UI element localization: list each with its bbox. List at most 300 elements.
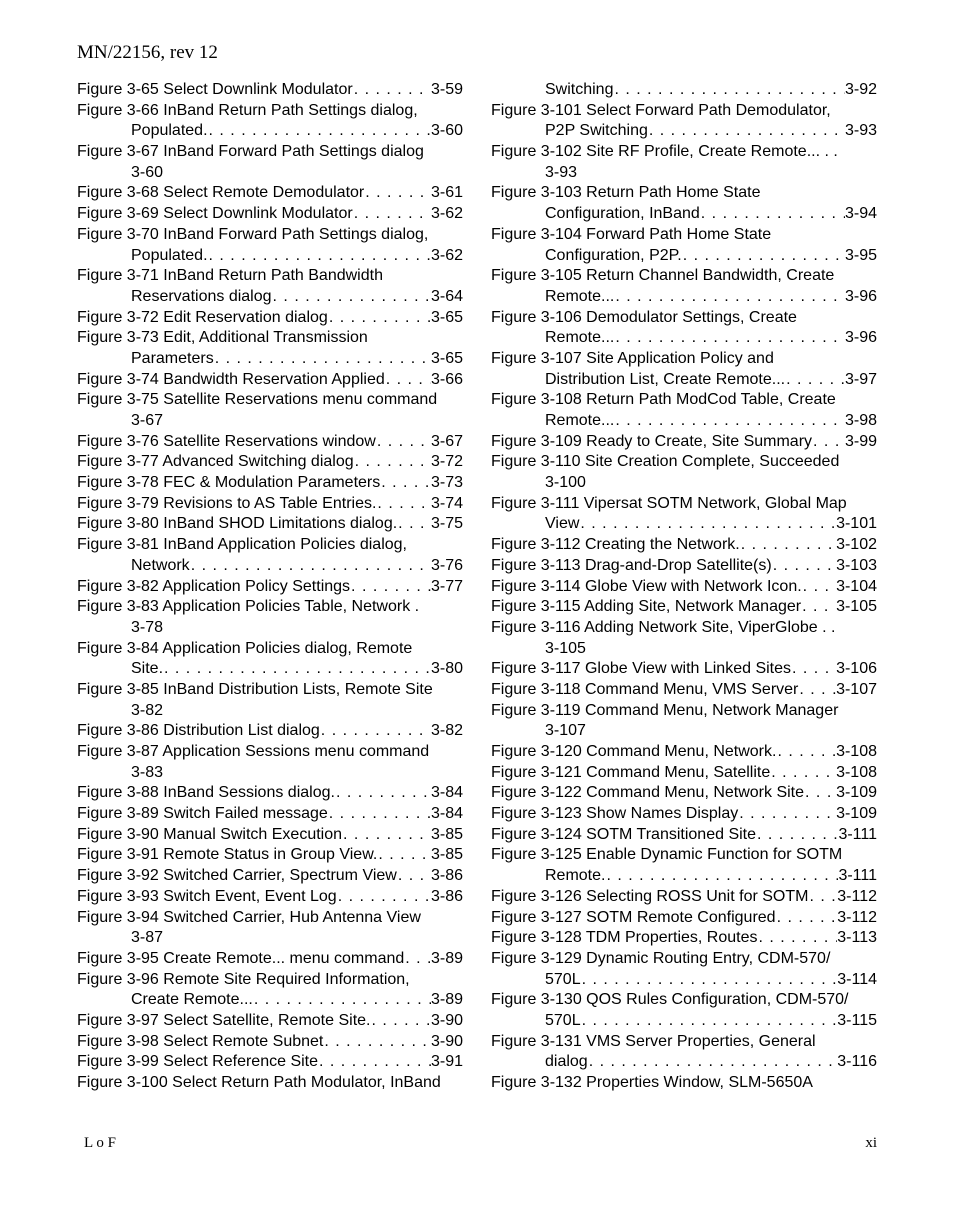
figure-entry-line bbox=[491, 452, 877, 473]
figure-page-ref: 3-101 bbox=[836, 515, 877, 533]
figure-entry-line bbox=[491, 183, 877, 204]
figure-entry-line bbox=[77, 928, 463, 949]
figure-entry-line bbox=[77, 183, 463, 204]
figure-entry-line bbox=[491, 494, 877, 515]
figure-entry-text: Remote... bbox=[545, 287, 615, 305]
figure-entry-text: Populated. bbox=[131, 246, 208, 264]
dot-leader bbox=[801, 597, 836, 618]
figure-entry-line bbox=[491, 1011, 877, 1032]
figure-entry-text: Figure 3-115 Adding Site, Network Manager bbox=[491, 598, 802, 616]
dot-leader bbox=[320, 721, 431, 742]
figure-entry-text: Figure 3-79 Revisions to AS Table Entries. bbox=[77, 494, 377, 512]
figure-entry-text: Figure 3-90 Manual Switch Execution bbox=[77, 825, 343, 843]
figure-entry-text: Figure 3-120 Command Menu, Network. bbox=[491, 743, 777, 760]
figure-entry-text: 570L bbox=[545, 970, 581, 988]
footer-section-label: L o F bbox=[84, 1135, 116, 1151]
document-id-header: MN/22156, rev 12 bbox=[77, 42, 218, 63]
figure-page-ref: 3-67 bbox=[430, 432, 463, 450]
dot-leader bbox=[776, 908, 838, 929]
figure-page-ref: 3-96 bbox=[844, 329, 877, 347]
figure-entry-line bbox=[491, 1032, 877, 1053]
figure-entry-line bbox=[491, 411, 877, 432]
figure-page-ref: 3-95 bbox=[844, 246, 877, 264]
figure-entry-text: Figure 3-82 Application Policy Settings bbox=[77, 577, 351, 595]
figure-entry-line bbox=[491, 680, 877, 701]
figure-entry-line bbox=[491, 473, 877, 494]
figure-entry-text: Figure 3-65 Select Downlink Modulator bbox=[77, 81, 353, 98]
figure-entry-text: Figure 3-109 Ready to Create, Site Summary bbox=[491, 432, 813, 450]
figure-entry-text: Remote... bbox=[545, 329, 615, 347]
figure-page-ref: 3-85 bbox=[430, 846, 463, 864]
figure-page-ref: 3-99 bbox=[844, 432, 877, 450]
dot-leader bbox=[614, 328, 845, 349]
figure-page-ref: 3-92 bbox=[844, 81, 877, 98]
dot-leader bbox=[791, 659, 836, 680]
figure-entry-text: 3-60 bbox=[131, 163, 164, 181]
dot-leader bbox=[328, 804, 431, 825]
figure-page-ref: 3-89 bbox=[430, 949, 463, 967]
figure-page-ref: 3-113 bbox=[837, 929, 877, 947]
figure-entry-text: Figure 3-92 Switched Carrier, Spectrum View bbox=[77, 867, 397, 885]
figure-entry-text: Figure 3-111 Vipersat SOTM Network, Global Map bbox=[491, 494, 847, 512]
dot-leader bbox=[376, 494, 431, 515]
dot-leader bbox=[364, 183, 431, 204]
figure-entry-text: Figure 3-114 Globe View with Network Icon. bbox=[491, 577, 802, 595]
dot-leader bbox=[385, 370, 431, 391]
figure-entry-text: dialog bbox=[545, 1053, 588, 1071]
figure-entry-text: Figure 3-89 Switch Failed message bbox=[77, 805, 328, 823]
figure-entry-line bbox=[77, 618, 463, 639]
figure-entry-line bbox=[77, 370, 463, 391]
figure-entry-text: 570L bbox=[545, 1011, 581, 1029]
dot-leader bbox=[253, 990, 431, 1011]
figure-entry-text: Figure 3-67 InBand Forward Path Settings dialog bbox=[77, 143, 424, 161]
figure-entry-text: Figure 3-124 SOTM Transitioned Site bbox=[491, 825, 757, 843]
figure-entry-line bbox=[491, 845, 877, 866]
figure-entry-text: 3-107 bbox=[545, 722, 586, 740]
figure-page-ref: 3-86 bbox=[430, 887, 463, 905]
figure-entry-line bbox=[491, 639, 877, 660]
figure-entry-text: Figure 3-117 Globe View with Linked Sites bbox=[491, 660, 792, 678]
figure-entry-text: Figure 3-128 TDM Properties, Routes bbox=[491, 929, 758, 947]
dot-leader bbox=[404, 949, 431, 970]
dot-leader bbox=[272, 287, 431, 308]
figure-page-ref: 3-77 bbox=[430, 577, 463, 595]
figure-page-ref: 3-102 bbox=[836, 536, 877, 554]
figure-entry-text: Figure 3-86 Distribution List dialog bbox=[77, 722, 320, 740]
figure-page-ref: 3-84 bbox=[430, 784, 463, 802]
figure-entry-text: Distribution List, Create Remote... bbox=[545, 370, 786, 388]
figure-page-ref: 3-116 bbox=[837, 1053, 877, 1071]
dot-leader bbox=[648, 121, 845, 142]
dot-leader bbox=[214, 349, 431, 370]
figure-entry-text: Figure 3-110 Site Creation Complete, Succeeded bbox=[491, 453, 840, 471]
figure-entry-line bbox=[77, 701, 463, 722]
figure-page-ref: 3-111 bbox=[838, 825, 877, 843]
figure-entry-text: Figure 3-91 Remote Status in Group View. bbox=[77, 846, 378, 864]
figure-page-ref: 3-90 bbox=[430, 1032, 463, 1050]
figure-entry-line bbox=[491, 949, 877, 970]
figure-entry-text: 3-105 bbox=[545, 639, 586, 657]
figure-entry-line bbox=[77, 328, 463, 349]
figure-entry-line bbox=[77, 225, 463, 246]
figure-entry-line bbox=[491, 390, 877, 411]
figure-page-ref: 3-108 bbox=[836, 763, 877, 781]
figure-entry-text: Figure 3-83 Application Policies Table, Network . bbox=[77, 598, 420, 616]
figure-entry-line bbox=[491, 825, 877, 846]
figure-entry-line bbox=[77, 163, 463, 184]
figure-entry-line bbox=[491, 328, 877, 349]
figure-entry-text: Figure 3-102 Site RF Profile, Create Remote... . . bbox=[491, 143, 838, 161]
dot-leader bbox=[808, 887, 837, 908]
figure-entry-line bbox=[77, 659, 463, 680]
figure-entry-line bbox=[77, 514, 463, 535]
dot-leader bbox=[353, 204, 431, 225]
figure-entry-line bbox=[491, 1073, 877, 1094]
figure-page-ref: 3-112 bbox=[837, 908, 877, 926]
figure-entry-text: Figure 3-122 Command Menu, Network Site bbox=[491, 784, 805, 802]
figure-page-ref: 3-59 bbox=[430, 81, 463, 98]
dot-leader bbox=[738, 804, 836, 825]
figure-entry-text: Figure 3-70 InBand Forward Path Settings dialog, bbox=[77, 225, 429, 243]
figure-page-ref: 3-76 bbox=[430, 556, 463, 574]
dot-leader bbox=[380, 473, 431, 494]
figure-entry-text: Figure 3-108 Return Path ModCod Table, Create bbox=[491, 391, 836, 409]
figure-entry-line bbox=[491, 287, 877, 308]
figure-entry-text: P2P Switching bbox=[545, 122, 648, 140]
figure-page-ref: 3-91 bbox=[430, 1053, 463, 1071]
dot-leader bbox=[614, 411, 845, 432]
dot-leader bbox=[581, 970, 838, 991]
figure-page-ref: 3-108 bbox=[836, 743, 877, 760]
figure-entry-text: Figure 3-123 Show Names Display bbox=[491, 805, 739, 823]
figure-entry-line bbox=[77, 204, 463, 225]
figure-entry-text: 3-100 bbox=[545, 474, 586, 492]
figure-entry-text: Configuration, P2P. bbox=[545, 246, 682, 264]
figure-entry-text: Figure 3-119 Command Menu, Network Manager bbox=[491, 701, 839, 719]
figure-page-ref: 3-115 bbox=[837, 1011, 877, 1029]
figure-entry-line bbox=[491, 349, 877, 370]
figure-entry-text: Figure 3-88 InBand Sessions dialog. bbox=[77, 784, 335, 802]
figure-page-ref: 3-62 bbox=[430, 205, 463, 223]
figure-entry-line bbox=[491, 142, 877, 163]
figure-entry-line bbox=[77, 121, 463, 142]
dot-leader bbox=[335, 783, 431, 804]
dot-leader bbox=[342, 825, 431, 846]
figure-page-ref: 3-65 bbox=[430, 308, 463, 326]
figure-entry-line bbox=[491, 1052, 877, 1073]
figure-entry-text: 3-93 bbox=[545, 163, 578, 181]
figure-entry-line bbox=[77, 783, 463, 804]
figure-entry-line bbox=[77, 597, 463, 618]
footer-page-number: xi bbox=[865, 1135, 877, 1151]
dot-leader bbox=[614, 287, 845, 308]
figure-entry-line bbox=[77, 287, 463, 308]
figure-page-ref: 3-90 bbox=[430, 1011, 463, 1029]
figure-entry-text: Figure 3-112 Creating the Network. bbox=[491, 536, 740, 554]
dot-leader bbox=[190, 556, 431, 577]
dot-leader bbox=[328, 308, 431, 329]
figure-entry-line bbox=[491, 432, 877, 453]
figure-entry-line bbox=[77, 970, 463, 991]
dot-leader bbox=[812, 432, 845, 453]
figure-page-ref: 3-84 bbox=[430, 805, 463, 823]
figure-entry-text: Site. bbox=[131, 660, 164, 678]
figure-entry-text: Figure 3-95 Create Remote... menu command bbox=[77, 949, 405, 967]
figure-entry-line bbox=[77, 1052, 463, 1073]
figure-entry-line bbox=[491, 535, 877, 556]
figure-page-ref: 3-82 bbox=[430, 722, 463, 740]
dot-leader bbox=[798, 680, 836, 701]
dot-leader bbox=[376, 432, 431, 453]
dot-leader bbox=[802, 577, 836, 598]
figure-page-ref: 3-65 bbox=[430, 349, 463, 367]
figure-entry-text: Figure 3-71 InBand Return Path Bandwidth bbox=[77, 267, 383, 285]
figure-page-ref: 3-94 bbox=[844, 205, 877, 223]
figure-entry-line bbox=[77, 101, 463, 122]
figure-page-ref: 3-98 bbox=[844, 412, 877, 429]
figure-entry-text: Configuration, InBand bbox=[545, 205, 700, 223]
dot-leader bbox=[208, 121, 431, 142]
figure-entry-line bbox=[77, 577, 463, 598]
figure-entry-line bbox=[491, 701, 877, 722]
figure-entry-line bbox=[77, 349, 463, 370]
figure-entry-text: Network bbox=[131, 556, 190, 574]
dot-leader bbox=[740, 535, 836, 556]
figure-entry-line bbox=[491, 928, 877, 949]
dot-leader bbox=[700, 204, 845, 225]
figure-entry-line bbox=[491, 908, 877, 929]
figure-list-left-column bbox=[77, 80, 463, 1094]
figure-entry-text: Figure 3-106 Demodulator Settings, Create bbox=[491, 308, 797, 326]
figure-entry-text: 3-83 bbox=[131, 763, 164, 781]
figure-entry-text: Reservations dialog bbox=[131, 287, 272, 305]
figure-entry-line bbox=[77, 535, 463, 556]
dot-leader bbox=[337, 887, 431, 908]
figure-entry-line bbox=[77, 742, 463, 763]
dot-leader bbox=[208, 246, 431, 267]
figure-entry-line bbox=[77, 308, 463, 329]
figure-page-ref: 3-111 bbox=[838, 867, 877, 885]
dot-leader bbox=[772, 556, 836, 577]
figure-entry-text: Figure 3-68 Select Remote Demodulator bbox=[77, 184, 365, 202]
figure-entry-text: View bbox=[545, 515, 580, 533]
figure-entry-text: 3-67 bbox=[131, 412, 164, 429]
figure-entry-line bbox=[491, 742, 877, 763]
figure-page-ref: 3-60 bbox=[430, 122, 463, 140]
figure-entry-line bbox=[491, 866, 877, 887]
figure-entry-text: Switching bbox=[545, 81, 614, 98]
figure-page-ref: 3-72 bbox=[430, 453, 463, 471]
dot-leader bbox=[581, 1011, 838, 1032]
figure-entry-text: Figure 3-77 Advanced Switching dialog bbox=[77, 453, 354, 471]
figure-entry-text: Figure 3-101 Select Forward Path Demodulator, bbox=[491, 101, 831, 119]
figure-entry-line bbox=[491, 163, 877, 184]
figure-entry-text: Figure 3-94 Switched Carrier, Hub Antenna View bbox=[77, 908, 421, 926]
dot-leader bbox=[323, 1032, 431, 1053]
figure-entry-line bbox=[491, 887, 877, 908]
dot-leader bbox=[370, 1011, 430, 1032]
figure-page-ref: 3-112 bbox=[837, 887, 877, 905]
figure-entry-line bbox=[77, 866, 463, 887]
dot-leader bbox=[785, 370, 845, 391]
figure-entry-line bbox=[77, 556, 463, 577]
figure-page-ref: 3-104 bbox=[836, 577, 877, 595]
figure-entry-line bbox=[77, 266, 463, 287]
figure-page-ref: 3-85 bbox=[430, 825, 463, 843]
figure-entry-line bbox=[491, 514, 877, 535]
figure-page-ref: 3-106 bbox=[836, 660, 877, 678]
figure-entry-text: Figure 3-73 Edit, Additional Transmission bbox=[77, 329, 368, 347]
figure-entry-text: Figure 3-96 Remote Site Required Information, bbox=[77, 970, 410, 988]
figure-entry-text: Figure 3-93 Switch Event, Event Log bbox=[77, 887, 337, 905]
figure-entry-text: Figure 3-72 Edit Reservation dialog bbox=[77, 308, 328, 326]
figure-entry-line bbox=[491, 246, 877, 267]
figure-entry-line bbox=[77, 390, 463, 411]
figure-entry-line bbox=[77, 411, 463, 432]
figure-entry-text: Figure 3-130 QOS Rules Configuration, CDM-570/ bbox=[491, 991, 849, 1009]
figure-entry-line bbox=[77, 804, 463, 825]
figure-entry-line bbox=[491, 721, 877, 742]
figure-entry-line bbox=[77, 1011, 463, 1032]
figure-entry-line bbox=[491, 80, 877, 101]
figure-entry-text: Figure 3-97 Select Satellite, Remote Site. bbox=[77, 1011, 371, 1029]
figure-entry-text: Figure 3-125 Enable Dynamic Function for SOTM bbox=[491, 846, 843, 864]
figure-entry-text: Figure 3-116 Adding Network Site, ViperGlobe . . bbox=[491, 618, 836, 636]
figure-entry-text: Figure 3-132 Properties Window, SLM-5650A bbox=[491, 1074, 813, 1091]
figure-entry-line bbox=[491, 804, 877, 825]
figure-entry-line bbox=[491, 597, 877, 618]
figure-page-ref: 3-114 bbox=[837, 970, 877, 988]
figure-page-ref: 3-109 bbox=[836, 784, 877, 802]
figure-entry-text: Figure 3-127 SOTM Remote Configured bbox=[491, 908, 776, 926]
figure-entry-text: Figure 3-76 Satellite Reservations window bbox=[77, 432, 376, 450]
figure-entry-line bbox=[77, 1073, 463, 1094]
figure-page-ref: 3-89 bbox=[430, 991, 463, 1009]
figure-entry-line bbox=[77, 494, 463, 515]
figure-entry-line bbox=[77, 452, 463, 473]
figure-entry-text: Figure 3-84 Application Policies dialog, Remote bbox=[77, 639, 413, 657]
figure-entry-line bbox=[491, 577, 877, 598]
figure-entry-line bbox=[491, 556, 877, 577]
figure-entry-line bbox=[77, 639, 463, 660]
figure-entry-line bbox=[491, 308, 877, 329]
dot-leader bbox=[377, 845, 431, 866]
figure-entry-text: Figure 3-113 Drag-and-Drop Satellite(s) bbox=[491, 556, 772, 574]
figure-entry-line bbox=[77, 887, 463, 908]
figure-entry-text: Figure 3-78 FEC & Modulation Parameters bbox=[77, 474, 381, 492]
figure-entry-text: Figure 3-131 VMS Server Properties, General bbox=[491, 1032, 816, 1050]
figure-entry-line bbox=[77, 990, 463, 1011]
figure-entry-line bbox=[491, 121, 877, 142]
figure-entry-text: Figure 3-87 Application Sessions menu command bbox=[77, 743, 430, 760]
figure-entry-text: Figure 3-99 Select Reference Site bbox=[77, 1053, 319, 1071]
figure-entry-text: Remote... bbox=[545, 412, 615, 429]
figure-entry-line bbox=[77, 763, 463, 784]
dot-leader bbox=[350, 577, 431, 598]
dot-leader bbox=[770, 763, 836, 784]
figure-entry-text: Figure 3-129 Dynamic Routing Entry, CDM-570/ bbox=[491, 949, 831, 967]
figure-entry-text: Figure 3-121 Command Menu, Satellite bbox=[491, 763, 771, 781]
dot-leader bbox=[804, 783, 836, 804]
figure-entry-line bbox=[491, 990, 877, 1011]
figure-entry-text: 3-78 bbox=[131, 618, 164, 636]
dot-leader bbox=[354, 452, 431, 473]
figure-entry-text: Figure 3-126 Selecting ROSS Unit for SOTM bbox=[491, 887, 809, 905]
figure-entry-line bbox=[77, 1032, 463, 1053]
figure-entry-line bbox=[491, 204, 877, 225]
figure-entry-line bbox=[491, 970, 877, 991]
dot-leader bbox=[682, 246, 845, 267]
figure-page-ref: 3-61 bbox=[430, 184, 463, 202]
dot-leader bbox=[776, 742, 836, 763]
figure-entry-text: Create Remote... bbox=[131, 991, 253, 1009]
figure-entry-text: Parameters bbox=[131, 349, 214, 367]
figure-entry-line bbox=[77, 949, 463, 970]
figure-page-ref: 3-97 bbox=[844, 370, 877, 388]
figure-entry-text: Figure 3-85 InBand Distribution Lists, Remote Site bbox=[77, 680, 433, 698]
figure-page-ref: 3-96 bbox=[844, 287, 877, 305]
dot-leader bbox=[613, 80, 844, 101]
figure-entry-line bbox=[491, 370, 877, 391]
figure-entry-line bbox=[491, 763, 877, 784]
figure-entry-text: Figure 3-75 Satellite Reservations menu command bbox=[77, 391, 438, 409]
figure-entry-line bbox=[77, 142, 463, 163]
figure-entry-line bbox=[77, 825, 463, 846]
figure-page-ref: 3-80 bbox=[430, 660, 463, 678]
figure-entry-text: Populated. bbox=[131, 122, 208, 140]
figure-entry-line bbox=[491, 659, 877, 680]
figure-entry-line bbox=[77, 246, 463, 267]
dot-leader bbox=[579, 514, 836, 535]
figure-page-ref: 3-93 bbox=[844, 122, 877, 140]
figure-entry-text: Figure 3-80 InBand SHOD Limitations dialog. bbox=[77, 515, 398, 533]
figure-entry-text: 3-82 bbox=[131, 701, 164, 719]
dot-leader bbox=[353, 80, 431, 101]
dot-leader bbox=[605, 866, 838, 887]
figure-page-ref: 3-74 bbox=[430, 494, 463, 512]
figure-page-ref: 3-66 bbox=[430, 370, 463, 388]
figure-entry-text: Figure 3-103 Return Path Home State bbox=[491, 184, 761, 202]
figure-page-ref: 3-75 bbox=[430, 515, 463, 533]
figure-entry-text: Remote. bbox=[545, 867, 606, 885]
figure-entry-text: Figure 3-69 Select Downlink Modulator bbox=[77, 205, 353, 223]
figure-entry-line bbox=[491, 266, 877, 287]
figure-page-ref: 3-107 bbox=[836, 680, 877, 698]
figure-entry-line bbox=[491, 225, 877, 246]
figure-entry-text: Figure 3-66 InBand Return Path Settings dialog, bbox=[77, 101, 418, 119]
figure-page-ref: 3-73 bbox=[430, 474, 463, 492]
figure-page-ref: 3-109 bbox=[836, 805, 877, 823]
figure-entry-line bbox=[491, 101, 877, 122]
figure-entry-line bbox=[77, 80, 463, 101]
dot-leader bbox=[318, 1052, 431, 1073]
figure-entry-line bbox=[491, 618, 877, 639]
figure-page-ref: 3-86 bbox=[430, 867, 463, 885]
figure-entry-line bbox=[491, 783, 877, 804]
figure-entry-text: Figure 3-107 Site Application Policy and bbox=[491, 349, 774, 367]
dot-leader bbox=[757, 928, 837, 949]
figure-page-ref: 3-103 bbox=[836, 556, 877, 574]
figure-entry-text: Figure 3-105 Return Channel Bandwidth, Create bbox=[491, 267, 835, 285]
figure-page-ref: 3-62 bbox=[430, 246, 463, 264]
figure-entry-text: Figure 3-104 Forward Path Home State bbox=[491, 225, 772, 243]
figure-page-ref: 3-105 bbox=[836, 598, 877, 616]
figure-entry-text: Figure 3-98 Select Remote Subnet bbox=[77, 1032, 324, 1050]
figure-entry-text: Figure 3-74 Bandwidth Reservation Applied bbox=[77, 370, 385, 388]
dot-leader bbox=[163, 659, 431, 680]
figure-entry-text: Figure 3-81 InBand Application Policies dialog, bbox=[77, 536, 407, 554]
